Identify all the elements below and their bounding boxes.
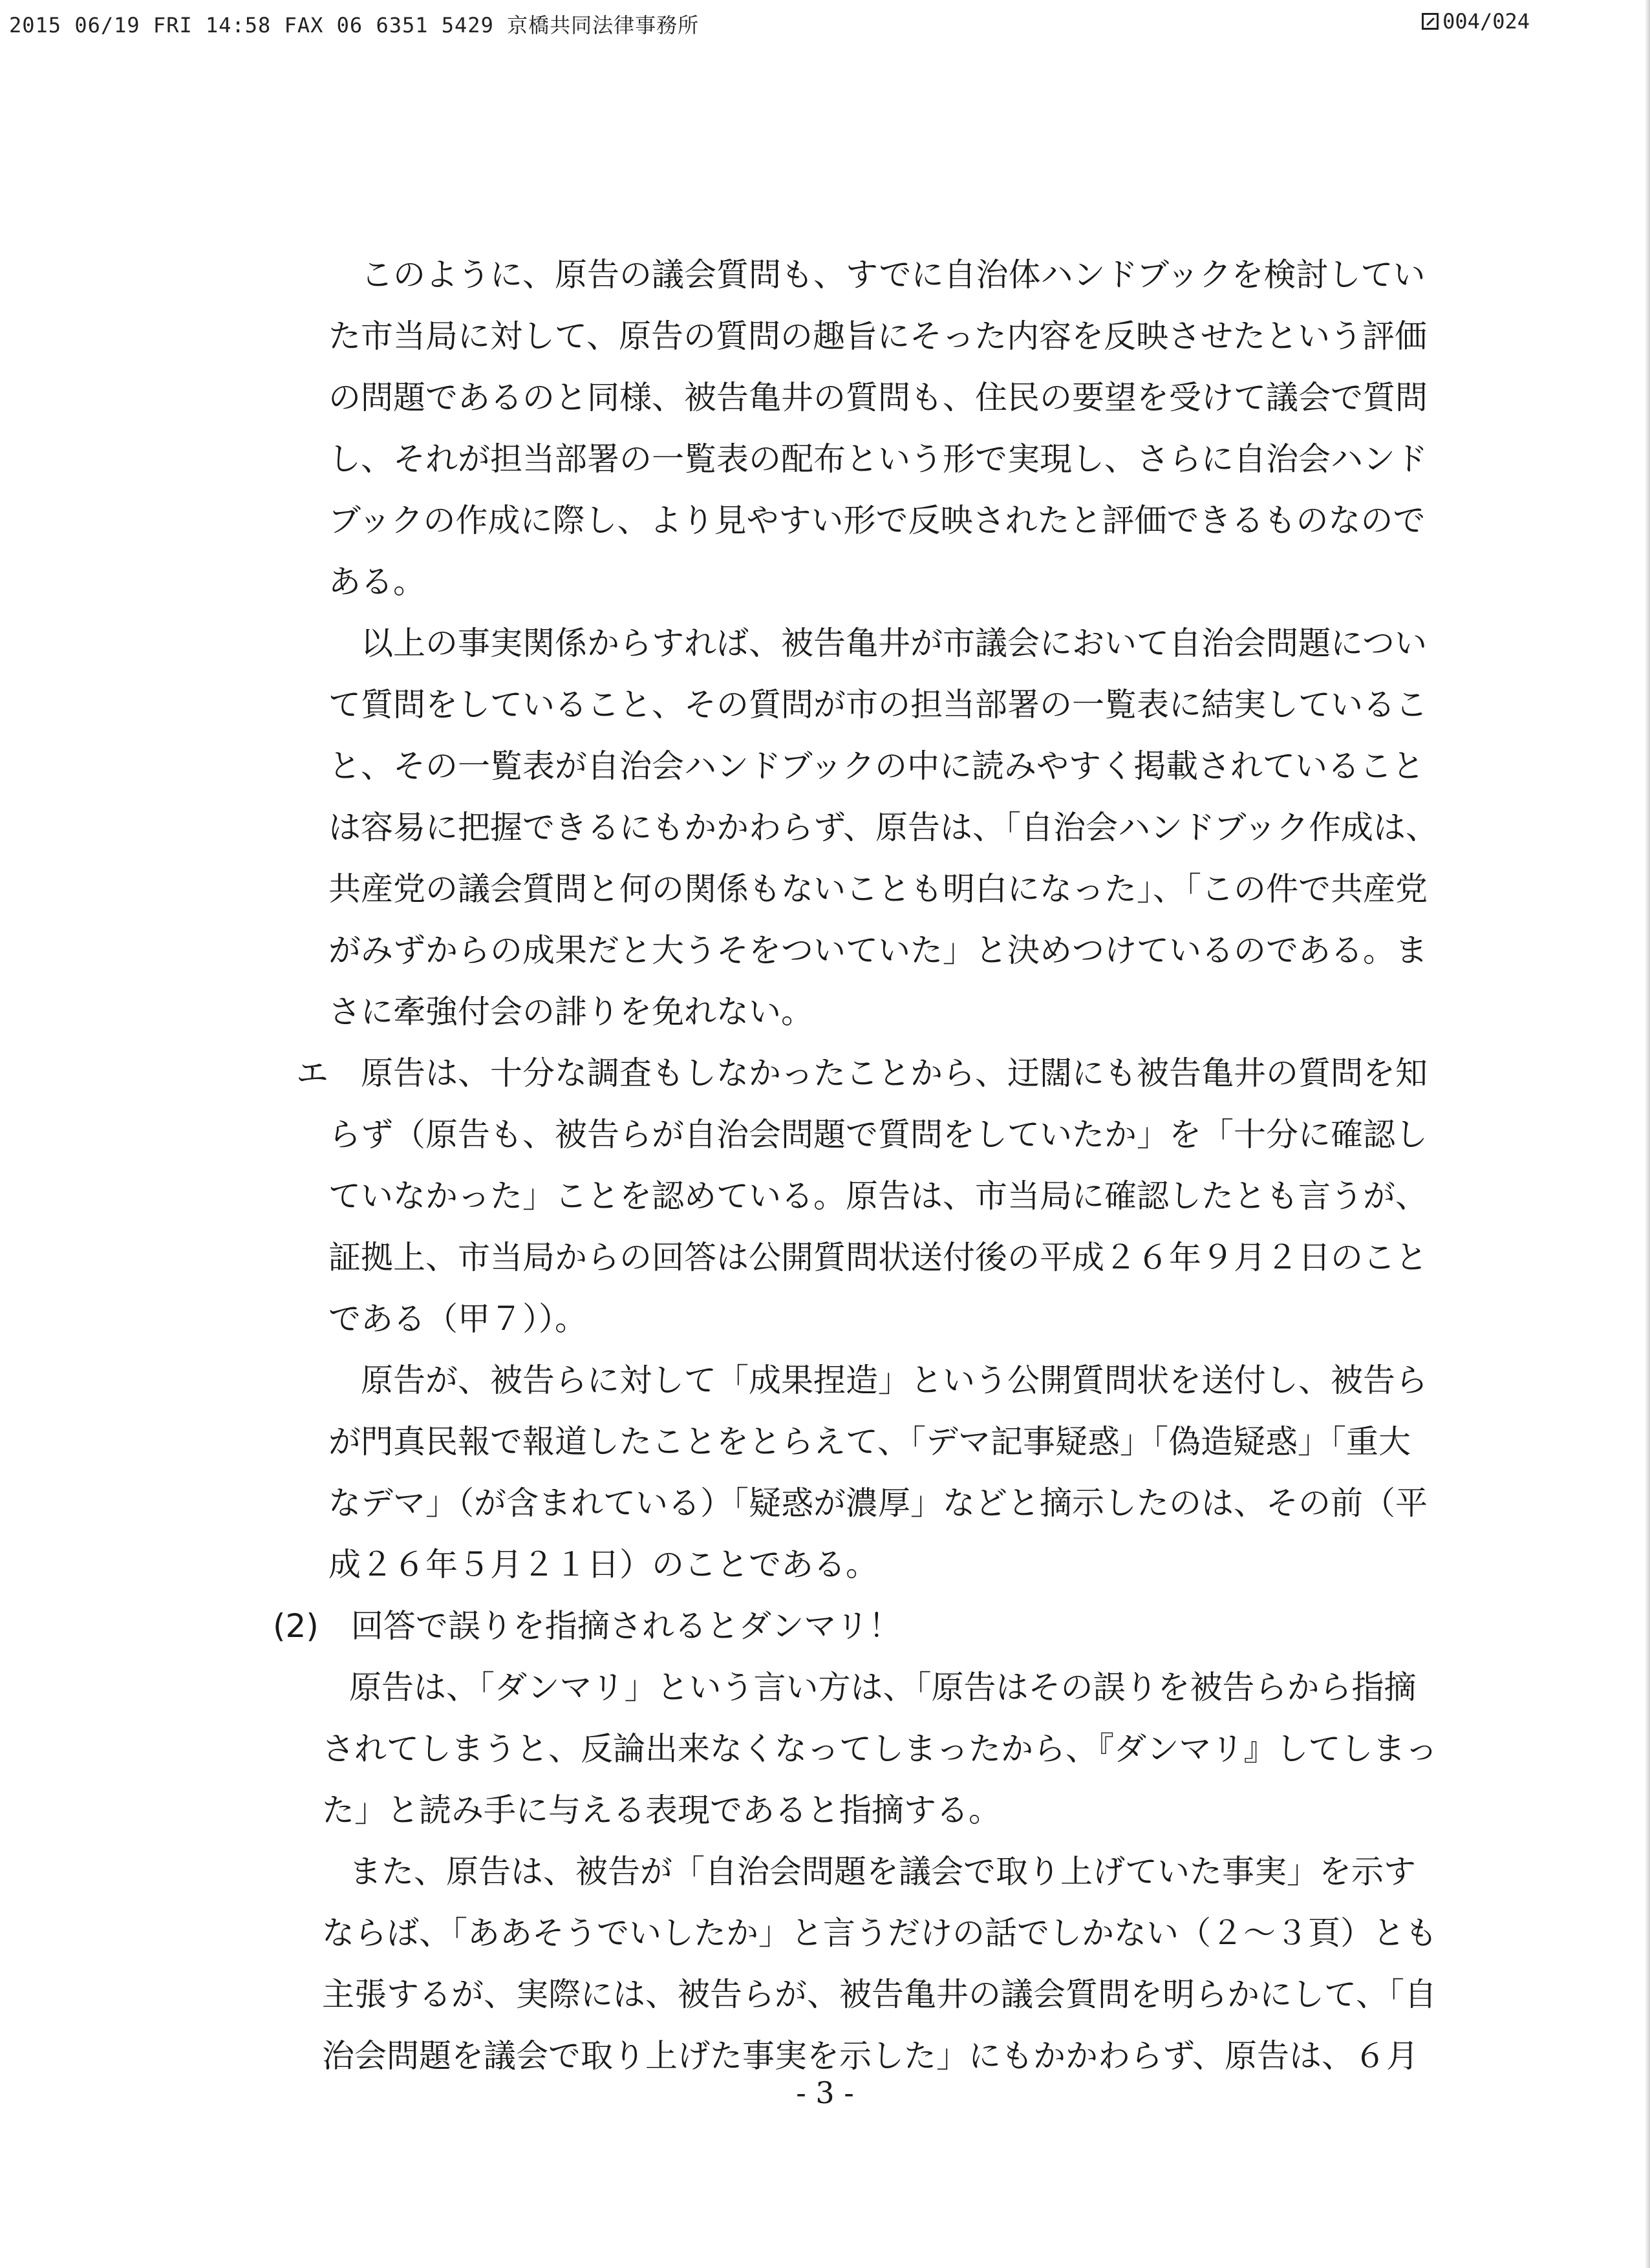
- fax-page-counter: [1422, 9, 1530, 34]
- text-line: し、それが担当部署の一覧表の配布という形で実現し、さらに自治会ハンド: [328, 440, 1428, 478]
- scan-edge-shadow: [1645, 0, 1650, 2268]
- text-line: 以上の事実関係からすれば、被告亀井が市議会において自治会問題につい: [361, 625, 1427, 662]
- text-line: がみずからの成果だと大うそをついていた」と決めつけているのである。ま: [328, 932, 1428, 969]
- text-line: て質問をしていること、その質問が市の担当部署の一覧表に結実しているこ: [328, 686, 1428, 723]
- text-line: は容易に把握できるにもかかわらず、原告は、「自治会ハンドブック作成は、: [328, 809, 1438, 846]
- text-line: た」と読み手に与える表現であると指摘する。: [322, 1792, 1001, 1829]
- text-line: である（甲７））。: [328, 1300, 587, 1338]
- text-line: 成２６年５月２１日）のことである。: [328, 1546, 878, 1583]
- text-line: さに牽強付会の誹りを免れない。: [328, 993, 813, 1031]
- fax-page-count: 004/024: [1442, 9, 1530, 34]
- text-line: らず（原告も、被告らが自治会問題で質問をしていたか」を「十分に確認し: [328, 1116, 1428, 1153]
- text-line: 共産党の議会質問と何の関係もないことも明白になった」、「この件で共産党: [328, 870, 1428, 908]
- page-number: - 3 -: [796, 2075, 854, 2110]
- text-line: の問題であるのと同様、被告亀井の質問も、住民の要望を受けて議会で質問: [328, 379, 1428, 416]
- text-line: た市当局に対して、原告の質問の趣旨にそった内容を反映させたという評価: [328, 317, 1427, 355]
- text-line: が門真民報で報道したことをとらえて、「デマ記事疑惑」「偽造疑惑」「重大: [328, 1423, 1411, 1460]
- text-line: 治会問題を議会で取り上げた事実を示した」にもかかわらず、原告は、６月: [322, 2037, 1419, 2075]
- text-line: ブックの作成に際し、より見やすい形で反映されたと評価できるものなので: [328, 502, 1426, 539]
- text-line: ならば、「ああそうでいしたか」と言うだけの話でしかない（２～３頁）とも: [322, 1914, 1437, 1952]
- list-item-e: エ 原告は、十分な調査もしなかったことから、迂闊にも被告亀井の質問を知: [296, 1054, 1428, 1092]
- text-line: ある。: [328, 563, 425, 601]
- text-line: 主張するが、実際には、被告らが、被告亀井の議会質問を明らかにして、「自: [322, 1976, 1437, 2013]
- text-line: 原告が、被告らに対して「成果捏造」という公開質問状を送付し、被告ら: [361, 1362, 1428, 1399]
- fax-check-icon: [1422, 13, 1439, 30]
- fax-header: [0, 3, 1650, 41]
- fax-transmission-info: 2015 06/19 FRI 14:58 FAX 06 6351 5429 京橋共同法律事務所: [9, 13, 700, 37]
- text-line: なデマ」（が含まれている）「疑惑が濃厚」などと摘示したのは、その前（平: [328, 1484, 1428, 1522]
- text-line: 証拠上、市当局からの回答は公開質問状送付後の平成２６年９月２日のこと: [328, 1239, 1428, 1276]
- text-line: ていなかった」ことを認めている。原告は、市当局に確認したとも言うが、: [328, 1177, 1428, 1215]
- section-heading-2: (2) 回答で誤りを指摘されるとダンマリ！: [273, 1607, 901, 1645]
- text-line: されてしまうと、反論出来なくなってしまったから、『ダンマリ』してしまっ: [322, 1730, 1438, 1768]
- text-line: と、その一覧表が自治会ハンドブックの中に読みやすく掲載されていること: [328, 747, 1424, 785]
- text-line: このように、原告の議会質問も、すでに自治体ハンドブックを検討してい: [361, 256, 1426, 294]
- text-line: また、原告は、被告が「自治会問題を議会で取り上げていた事実」を示す: [349, 1853, 1416, 1890]
- text-line: 原告は、「ダンマリ」という言い方は、「原告はその誤りを被告らから指摘: [349, 1669, 1417, 1706]
